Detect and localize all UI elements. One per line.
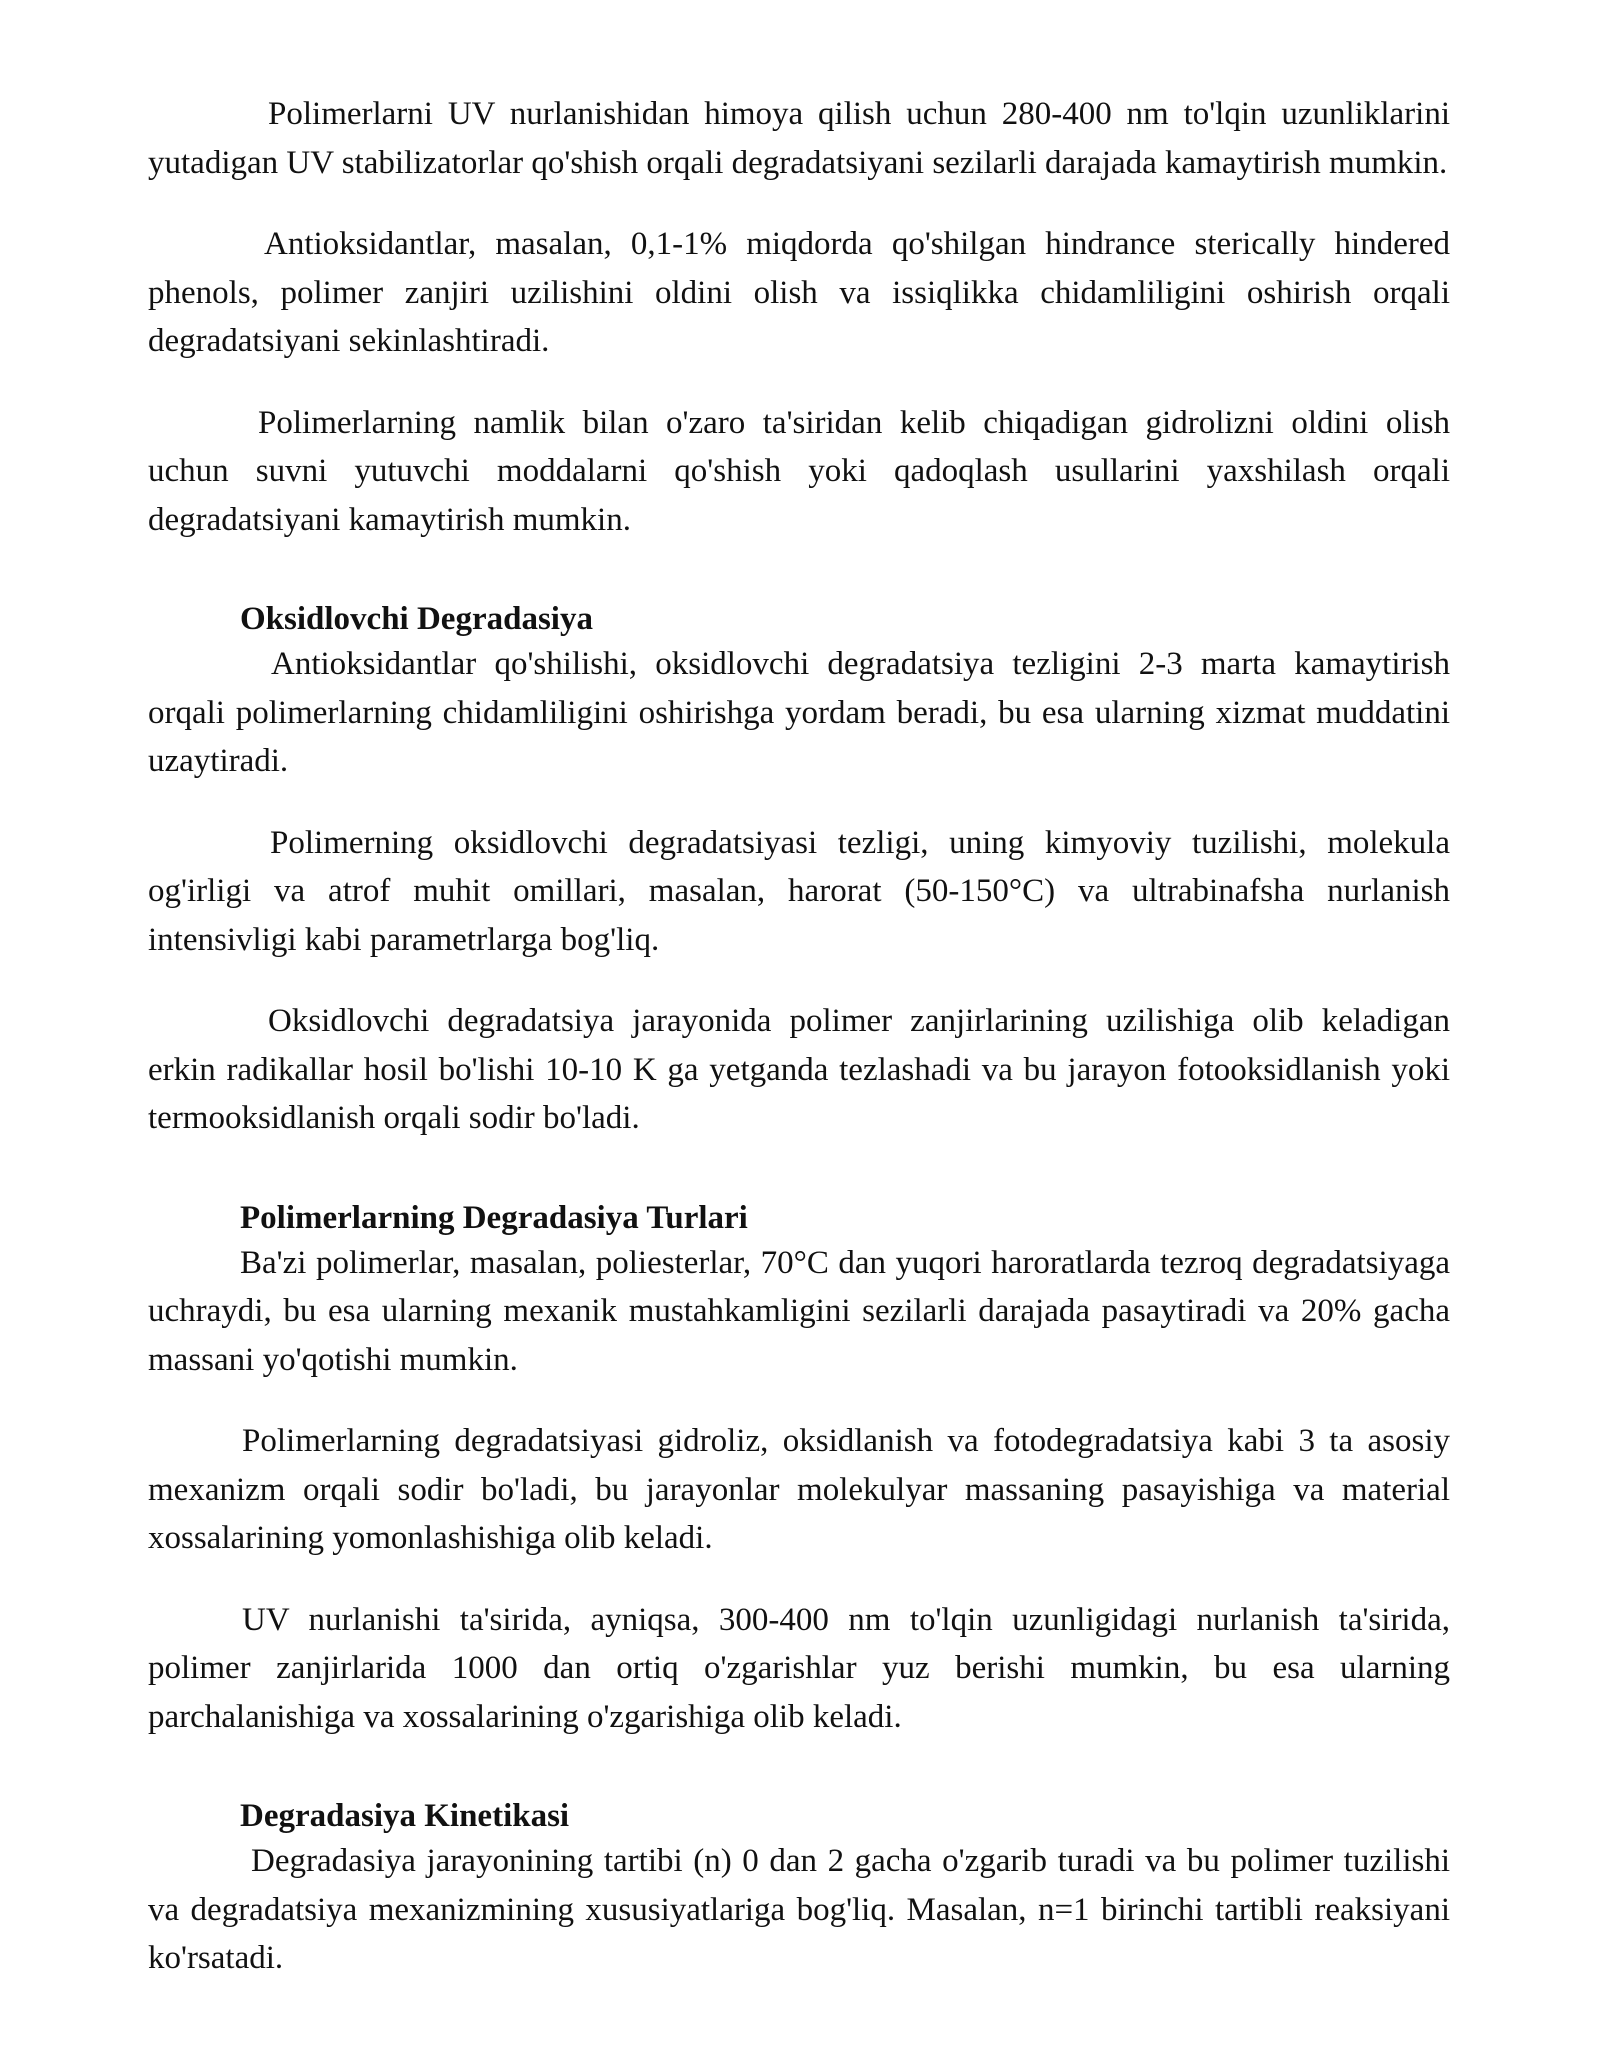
heading-oxidative-degradation: Oksidlovchi Degradasiya [240,601,593,637]
paragraph-free-radicals: Oksidlovchi degradatsiya jarayonida polimer zanjirlarining uzilishiga olib keladigan erkin radikallar hosil bo'lishi 10-10 K ga yetganda tezlashadi va bu jarayon fotooksidlanish yoki termooksidlanish orqali sodir bo'ladi. [148,1003,1450,1136]
paragraph-antioxidant-rate: Antioksidantlar qo'shilishi, oksidlovchi degradatsiya tezligini 2-3 marta kamaytirish orqali polimerlarning chidamliligini oshirishga yordam beradi, bu esa ularning xizmat muddatini uzaytiradi. [148,646,1450,779]
paragraph-oxidation-factors: Polimerning oksidlovchi degradatsiyasi tezligi, uning kimyoviy tuzilishi, molekula og'irligi va atrof muhit omillari, masalan, harorat (50-150°C) va ultrabinafsha nurlanish intensivligi kabi parametrlarga bog'liq. [148,824,1450,958]
paragraph-antioxidants: Antioksidantlar, masalan, 0,1-1% miqdorda qo'shilgan hindrance sterically hindered phenols, polimer zanjiri uzilishini oldini olish va issiqlikka chidamliligini oshirish orqali degradatsiyani sekinlashtiradi. [148,226,1450,359]
paragraph-polyesters: Ba'zi polimerlar, masalan, poliesterlar, 70°C dan yuqori haroratlarda tezroq degradatsiyaga uchraydi, bu esa ularning mexanik mustahkamligini sezilarli darajada pasaytiradi va 20% gacha massani yo'qotishi mumkin. [148,1244,1450,1378]
heading-degradation-types: Polimerlarning Degradasiya Turlari [240,1199,748,1236]
heading-degradation-kinetics: Degradasiya Kinetikasi [240,1798,570,1834]
paragraph-reaction-order: Degradasiya jarayonining tartibi (n) 0 dan 2 gacha o'zgarib turadi va bu polimer tuzilishi va degradatsiya mexanizmining xususiyatlariga bog'liq. Masalan, n=1 birinchi tartibli reaksiyani ko'rsatadi. [148,1843,1450,1976]
paragraph-hydrolysis: Polimerlarning namlik bilan o'zaro ta'siridan kelib chiqadigan gidrolizni oldini olish uchun suvni yutuvchi moddalarni qo'shish yoki qadoqlash usullarini yaxshilash orqali degradatsiyani kamaytirish mumkin. [148,404,1450,538]
document-body [148,90,1450,2016]
paragraph-uv-changes: UV nurlanishi ta'sirida, ayniqsa, 300-400 nm to'lqin uzunligidagi nurlanish ta'sirida, polimer zanjirlarida 1000 dan ortiq o'zgarishlar yuz berishi mumkin, bu esa ularning parchalanishiga va xossalarining o'zgarishiga olib keladi. [148,1601,1450,1735]
paragraph-mechanisms: Polimerlarning degradatsiyasi gidroliz, oksidlanish va fotodegradatsiya kabi 3 ta asosiy mexanizm orqali sodir bo'ladi, bu jarayonlar molekulyar massaning pasayishiga va material xossalarining yomonlashishiga olib keladi. [148,1423,1450,1556]
paragraph-uv-stabilizers: Polimerlarni UV nurlanishidan himoya qilish uchun 280-400 nm to'lqin uzunliklarini yutadigan UV stabilizatorlar qo'shish orqali degradatsiyani sezilarli darajada kamaytirish mumkin. [148,96,1450,181]
